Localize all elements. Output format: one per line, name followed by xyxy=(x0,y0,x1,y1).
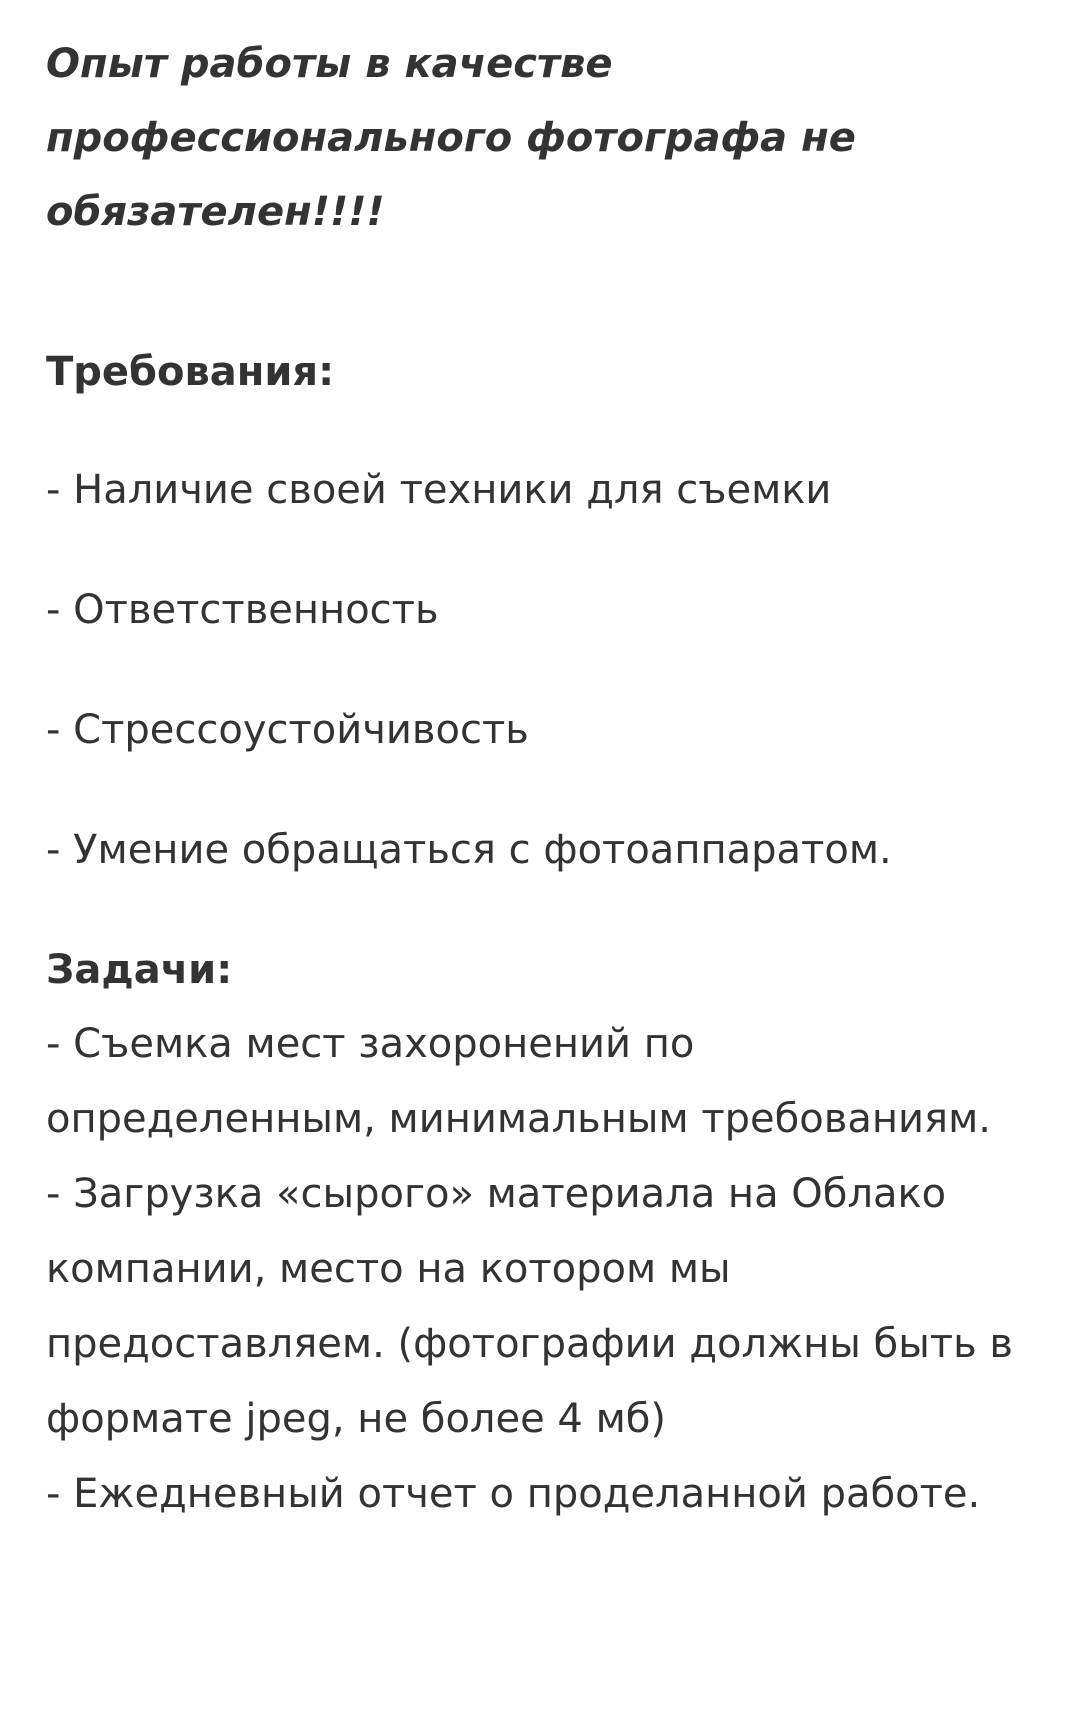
task-item: - Загрузка «сырого» материала на Облако компании, место на котором мы предоставляем. (фотографии должны быть в формате jpeg, не более 4 мб) xyxy=(46,1171,1013,1442)
requirement-item: - Стрессоустойчивость xyxy=(46,707,529,753)
tasks-list xyxy=(46,1007,1031,1532)
requirements-list xyxy=(46,453,1040,887)
requirement-item: - Наличие своей техники для съемки xyxy=(46,467,832,513)
task-item: - Ежедневный отчет о проделанной работе. xyxy=(46,1471,981,1517)
tasks-heading: Задачи: xyxy=(46,947,233,993)
job-description xyxy=(0,27,1080,1715)
requirement-item: - Умение обращаться с фотоаппаратом. xyxy=(46,827,892,873)
requirements-heading: Требования: xyxy=(46,349,335,395)
requirement-item: - Ответственность xyxy=(46,587,439,633)
task-item: - Съемка мест захоронений по определенным, минимальным требованиям. xyxy=(46,1021,991,1142)
experience-note: Опыт работы в качестве профессионального фотографа не обязателен!!!! xyxy=(46,41,856,235)
